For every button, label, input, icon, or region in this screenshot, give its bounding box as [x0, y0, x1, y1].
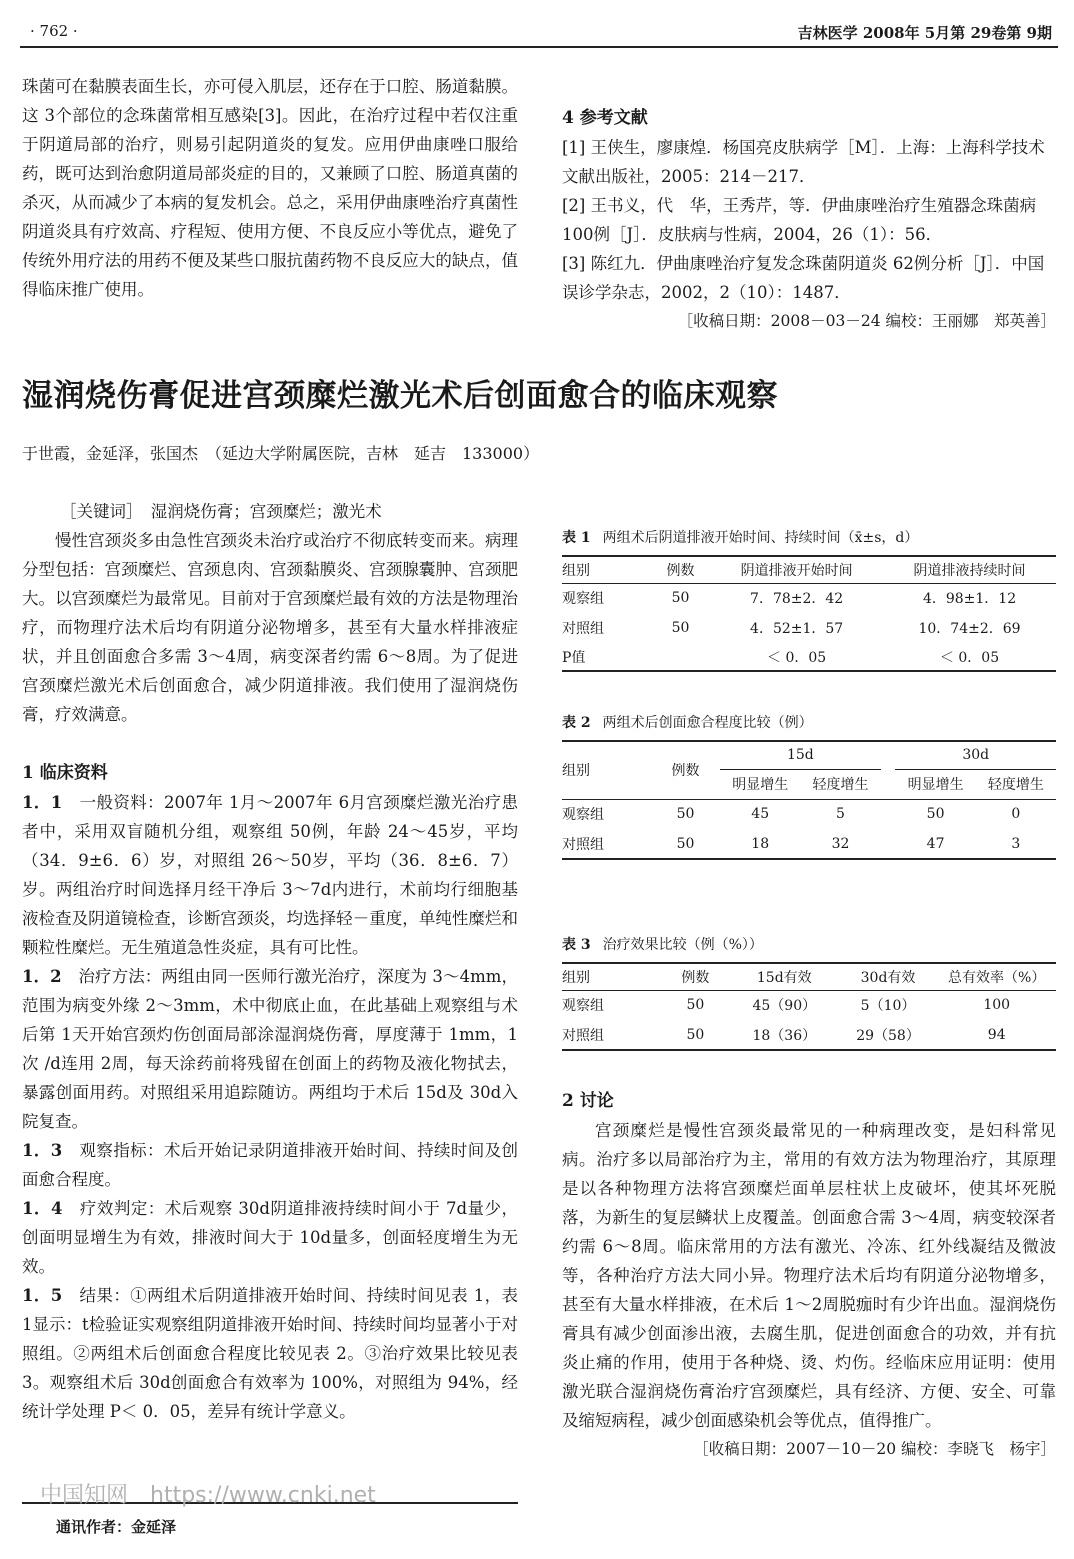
- table-row: [562, 829, 1056, 859]
- t2-header-n: 例数: [651, 741, 720, 799]
- prev-received-date: ［收稿日期：2008－03－24 编校：王丽娜 郑英善］: [677, 312, 1056, 330]
- t1-cell: 对照组: [562, 621, 604, 637]
- t1-cell: 4．52±1．57: [750, 621, 844, 637]
- t3-cell: 94: [987, 1026, 1006, 1043]
- t1-cell: 50: [671, 590, 690, 607]
- reference-3: [3] 陈红九．伊曲康唑治疗复发念珠菌阴道炎 62例分析［J］．中国误诊学杂志，2002，2（10）：1487．: [562, 254, 1045, 302]
- prev-article-paragraph: 珠菌可在黏膜表面生长，亦可侵入肌层，还存在于口腔、肠道黏膜。这 3个部位的念珠菌常相互感染[3]。因此，在治疗过程中若仅注重于阴道局部的治疗，则易引起阴道炎的复发。应用伊曲康唑口服给药，既可达到治愈阴道局部炎症的目的，又兼顾了口腔、肠道真菌的杀灭，从而减少了本病的复发机会。总之，采用伊曲康唑治疗真菌性阴道炎具有疗效高、疗程短、使用方便、不良反应小等优点，避免了传统外用疗法的用药不便及某些口服抗菌药物不良反应大的缺点，值得临床推广使用。: [22, 77, 518, 299]
- t3-cell: 18（36）: [752, 1027, 817, 1044]
- table-row: [562, 799, 1056, 829]
- t2-header-group: 组别: [562, 741, 651, 799]
- t1-cell: 4．98±1．12: [922, 591, 1017, 608]
- table-3-label: 表 3: [562, 937, 591, 953]
- t3-header: 总有效率（%）: [948, 969, 1046, 986]
- section-1-heading: 1 临床资料: [22, 763, 108, 783]
- t1-cell: [651, 643, 710, 671]
- t3-header: 例数: [681, 969, 710, 986]
- t2-cell: 45: [751, 806, 770, 823]
- table-2: [562, 712, 1056, 860]
- table-1-label: 表 1: [562, 530, 591, 546]
- t2-cell: 50: [676, 835, 695, 852]
- article-left-column: [22, 497, 518, 1426]
- t2-cell: 0: [1011, 806, 1021, 823]
- s15-text: 结果：①两组术后阴道排液开始时间、持续时间见表 1，表 1显示：t检验证实观察组阴道排液开始时间、持续时间均显著小于对照组。②两组术后创面愈合程度比较见表 2。③治疗效果比较见表 3。观察组术后 30d创面愈合有效率为 100%，对照组为 94%，经统计学处理 P＜ 0．05，差异有统计学意义。: [22, 1286, 518, 1421]
- intro-paragraph: 慢性宫颈炎多由急性宫颈炎未治疗或治疗不彻底转变而来。病理分型包括：宫颈糜烂、宫颈息肉、宫颈黏膜炎、宫颈腺囊肿、宫颈肥大。以宫颈糜烂为最常见。目前对于宫颈糜烂最有效的方法是物理治疗，而物理疗法术后均有阴道分泌物增多，甚至有大量水样排液症状，并且创面愈合多需 3～4周，病变深者约需 6～8周。为了促进宫颈糜烂激光术后创面愈合，减少阴道排液。我们使用了湿润烧伤膏，疗效满意。: [22, 531, 518, 724]
- article-authors: 于世霞，金延泽，张国杰 （延边大学附属医院，吉林 延吉 133000）: [22, 444, 540, 463]
- cnki-watermark: 中国知网 https://www.cnki.net: [40, 1483, 376, 1508]
- t3-cell: 100: [983, 997, 1011, 1014]
- t1-header-group: 组别: [562, 562, 590, 579]
- t3-cell: 50: [686, 1026, 705, 1043]
- s11-number: 1．1: [22, 793, 63, 812]
- article-title: 湿润烧伤膏促进宫颈糜烂激光术后创面愈合的临床观察: [22, 378, 778, 414]
- t2-sub-header: 明显增生: [907, 777, 964, 793]
- t3-cell: 对照组: [562, 1027, 604, 1044]
- t1-cell: ＜ 0．05: [767, 649, 827, 666]
- t3-header: 组别: [562, 969, 590, 986]
- t1-cell: 50: [671, 620, 690, 636]
- keywords: ［关键词］ 湿润烧伤膏；宫颈糜烂；激光术: [60, 502, 382, 521]
- s12-text: 治疗方法：两组由同一医师行激光治疗，深度为 3～4mm，范围为病变外缘 2～3mm，术中彻底止血，在此基础上观察组与术后第 1天开始宫颈灼伤创面局部涂湿润烧伤膏，厚度薄于 1mm，1次 /d连用 2周，每天涂药前将残留在创面上的药物及液化物拭去，暴露创面用药。对照组采用追踪随访。两组均于术后 15d及 30d入院复查。: [22, 967, 518, 1131]
- table-row: [562, 613, 1056, 643]
- s11-text: 一般资料：2007年 1月～2007年 6月宫颈糜烂激光治疗患者中，采用双盲随机分组，观察组 50例，年龄 24～45岁，平均（34．9±6．6）岁，对照组 26～50岁，平均（36．8±6．7）岁。两组治疗时间选择月经干净后 3～7d内进行，术前均行细胞基液检查及阴道镜检查，诊断宫颈炎，均选择轻－重度，单纯性糜烂和颗粒性糜烂。无生殖道急性炎症，具有可比性。: [22, 793, 519, 957]
- t1-header-n: 例数: [666, 562, 695, 579]
- table-row: [562, 583, 1056, 613]
- t2-header-15d: 15d: [720, 741, 881, 769]
- journal-info: 吉林医学 2008年 5月第 29卷第 9期: [797, 24, 1052, 42]
- t1-cell: P值: [562, 649, 586, 666]
- discussion-paragraph: 宫颈糜烂是慢性宫颈炎最常见的一种病理改变，是妇科常见病。治疗多以局部治疗为主，常用的有效方法为物理治疗，其原理是以各种物理方法将宫颈糜烂面单层柱状上皮破坏，使其坏死脱落，为新生的复层鳞状上皮覆盖。创面愈合需 3～4周，病变较深者约需 6～8周。临床常用的方法有激光、冷冻、红外线凝结及微波等，各种治疗方法大同小异。物理疗法术后均有阴道分泌物增多，甚至有大量水样排液，在术后 1～2周脱痂时有少许出血。湿润烧伤膏具有减少创面渗出液，去腐生肌，促进创面愈合的功效，并有抗炎止痛的作用，使用于各种烧、烫、灼伤。经临床应用证明：使用激光联合湿润烧伤膏治疗宫颈糜烂，具有经济、方便、安全、可靠及缩短病程，减少创面感染机会等优点，值得推广。: [562, 1121, 1056, 1430]
- t2-cell: 3: [1011, 835, 1021, 852]
- table-row: [562, 990, 1056, 1020]
- header-rule: [20, 46, 1058, 48]
- t1-cell: 观察组: [562, 591, 604, 608]
- table-2-label: 表 2: [562, 715, 591, 731]
- references-heading: 4 参考文献: [562, 108, 648, 128]
- t2-cell: 观察组: [562, 807, 604, 824]
- s15-number: 1．5: [22, 1286, 63, 1305]
- t3-cell: 29（58）: [856, 1027, 920, 1044]
- t2-cell: 5: [836, 806, 845, 823]
- t1-cell: 10．74±2．69: [918, 621, 1021, 637]
- table-1: [562, 527, 1056, 672]
- discussion-block: [562, 1087, 1056, 1464]
- t3-cell: 观察组: [562, 998, 604, 1015]
- table-2-caption: 两组术后创面愈合程度比较（例）: [602, 715, 813, 731]
- t3-cell: 45（90）: [752, 998, 817, 1015]
- t2-cell: 32: [831, 835, 850, 852]
- t1-header-start: 阴道排液开始时间: [740, 562, 853, 579]
- t2-sub-header: 轻度增生: [812, 777, 869, 793]
- table-row: [562, 1020, 1056, 1050]
- t2-cell: 47: [926, 835, 945, 852]
- s14-number: 1．4: [22, 1199, 63, 1218]
- s12-number: 1．2: [22, 967, 62, 986]
- t1-cell: 7．78±2．42: [750, 591, 844, 608]
- table-3: [562, 934, 1056, 1051]
- t2-cell: 50: [676, 806, 695, 823]
- t2-cell: 50: [926, 806, 945, 823]
- prev-article-column: [22, 72, 518, 304]
- t1-cell: ＜ 0．05: [939, 649, 1000, 666]
- t2-header-30d: 30d: [895, 741, 1056, 769]
- t2-sub-header: 明显增生: [732, 777, 789, 793]
- t1-header-duration: 阴道排液持续时间: [913, 562, 1026, 579]
- table-3-caption: 治疗效果比较（例（%））: [602, 937, 763, 953]
- s14-text: 疗效判定：术后观察 30d阴道排液持续时间小于 7d量少，创面明显增生为有效，排液时间大于 10d量多，创面轻度增生为无效。: [22, 1199, 518, 1276]
- table-row: [562, 643, 1056, 671]
- t3-cell: 50: [686, 997, 705, 1014]
- s13-number: 1．3: [22, 1141, 63, 1160]
- s13-text: 观察指标：术后开始记录阴道排液开始时间、持续时间及创面愈合程度。: [22, 1141, 519, 1189]
- t2-cell: 18: [751, 835, 770, 852]
- reference-2: [2] 王书义，代 华，王秀芹，等．伊曲康唑治疗生殖器念珠菌病 100例［J］．皮肤病与性病，2004，26（1）：56．: [562, 196, 1037, 244]
- references-block: [562, 104, 1056, 336]
- table-1-caption: 两组术后阴道排液开始时间、持续时间（x̄±s，d）: [602, 530, 919, 546]
- t2-cell: 对照组: [562, 836, 604, 853]
- t3-header: 30d有效: [860, 969, 916, 986]
- t3-header: 15d有效: [756, 969, 812, 986]
- corresponding-author: 通讯作者：金延泽: [56, 1518, 177, 1536]
- reference-1: [1] 王侠生，廖康煌．杨国亮皮肤病学［M］．上海：上海科学技术文献出版社，2005：214－217．: [562, 138, 1045, 186]
- section-2-heading: 2 讨论: [562, 1091, 614, 1111]
- page-number: · 762 ·: [30, 22, 78, 40]
- t3-cell: 5（10）: [860, 998, 916, 1015]
- article-received-date: ［收稿日期：2007－10－20 编校：李晓飞 杨宇］: [693, 1440, 1056, 1458]
- t2-sub-header: 轻度增生: [987, 777, 1044, 793]
